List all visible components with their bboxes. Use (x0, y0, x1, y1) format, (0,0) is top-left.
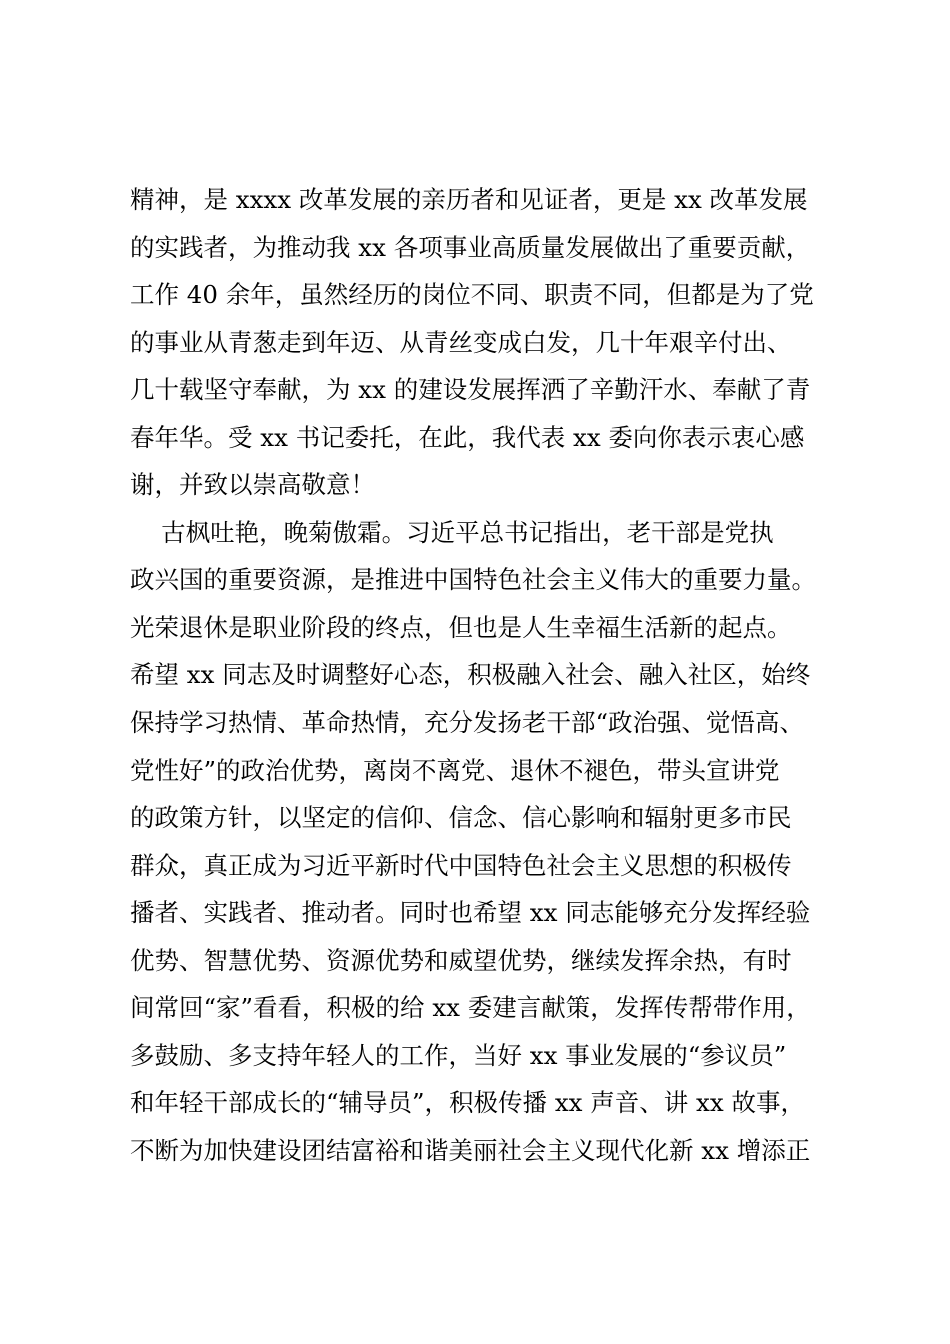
text-line: 希望 xx 同志及时调整好心态，积极融入社会、融入社区，始终 (130, 660, 811, 690)
text-line: 多鼓励、多支持年轻人的工作，当好 xx 事业发展的“参议员” (130, 1040, 787, 1070)
text-line: 工作 40 余年，虽然经历的岗位不同、职责不同，但都是为了党 (130, 280, 814, 310)
text-line: 播者、实践者、推动者。同时也希望 xx 同志能够充分发挥经验 (130, 898, 811, 928)
text-line: 政兴国的重要资源，是推进中国特色社会主义伟大的重要力量。 (130, 565, 816, 595)
text-line: 优势、智慧优势、资源优势和威望优势，继续发挥余热，有时 (130, 945, 792, 975)
text-line: 不断为加快建设团结富裕和谐美丽社会主义现代化新 xx 增添正 (130, 1135, 811, 1165)
text-line: 精神，是 xxxx 改革发展的亲历者和见证者，更是 xx 改革发展 (130, 185, 808, 214)
text-line: 谢，并致以崇高敬意！ (130, 470, 375, 500)
text-line: 群众，真正成为习近平新时代中国特色社会主义思想的积极传 (130, 850, 792, 880)
text-line: 几十载坚守奉献，为 xx 的建设发展挥洒了辛勤汗水、奉献了青 (130, 375, 811, 405)
document-body (130, 176, 850, 1174)
text-line: 的事业从青葱走到年迈、从青丝变成白发，几十年艰辛付出、 (130, 327, 792, 357)
text-line: 间常回“家”看看，积极的给 xx 委建言献策，发挥传帮带作用， (130, 993, 811, 1023)
text-line: 党性好”的政治优势，离岗不离党、退休不褪色，带头宣讲党 (130, 755, 780, 785)
text-line: 保持学习热情、革命热情，充分发扬老干部“政治强、觉悟高、 (130, 708, 805, 738)
text-line: 春年华。受 xx 书记委托，在此，我代表 xx 委向你表示衷心感 (130, 422, 805, 452)
text-line: 和年轻干部成长的“辅导员”，积极传播 xx 声音、讲 xx 故事， (130, 1088, 805, 1118)
text-line: 古枫吐艳，晚菊傲霜。习近平总书记指出，老干部是党执 (130, 517, 774, 547)
text-line: 光荣退休是职业阶段的终点，但也是人生幸福生活新的起点。 (130, 612, 792, 642)
text-line: 的政策方针，以坚定的信仰、信念、信心影响和辐射更多市民 (130, 803, 792, 833)
text-line: 的实践者，为推动我 xx 各项事业高质量发展做出了重要贡献， (130, 232, 811, 262)
